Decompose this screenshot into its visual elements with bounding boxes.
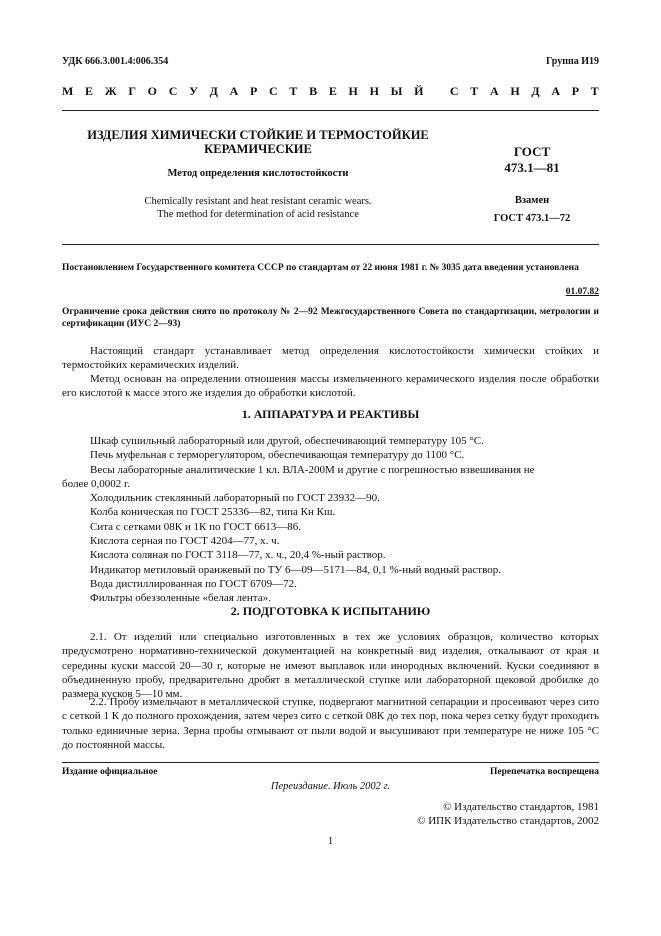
copyright-2: © ИПК Издательство стандартов, 2002 bbox=[417, 815, 599, 827]
banner-letter: М bbox=[62, 84, 74, 98]
banner-letter: Т bbox=[590, 84, 599, 98]
banner-letter: Т bbox=[289, 84, 298, 98]
intro-paragraph-2: Метод основан на определении отношения массы измельченного керамического изделия после обработки его кислотой к массе этого же изделия до обработки кислотой. bbox=[62, 373, 599, 400]
decree-date: 01.07.82 bbox=[565, 287, 599, 297]
list-item: Колба коническая по ГОСТ 25336—82, типа Кн Кш. bbox=[90, 506, 336, 519]
list-item: Кислота серная по ГОСТ 4204—77, х. ч. bbox=[90, 535, 280, 548]
banner-letter: Ы bbox=[390, 84, 403, 98]
decree-text: Постановлением Государственного комитета СССР по стандартам от 22 июня 1981 г. № 3035 дата введения установлена bbox=[62, 263, 579, 273]
list-item: Фильтры обеззоленные «белая лента». bbox=[90, 592, 271, 605]
clause-2-1: 2.1. От изделий или специально изготовленных в тех же условиях образцов, количество которых предусмотрено нормативно-технической документацией на конкретный вид изделия, откалывают от края и середины куски массой 20—30 г, которые не имеют выплавок или инородных включений. Куски соединяют в объединенную пробу, предварительно дробят в металлической ступке или лабораторной щековой дробилке до размера кусков 5—10 мм. bbox=[62, 631, 599, 701]
gost-number: 473.1—81 bbox=[504, 160, 560, 175]
list-item: Печь муфельная с терморегулятором, обеспечивающая температуру до 1100 °С. bbox=[90, 449, 465, 462]
banner-letter: Г bbox=[128, 84, 136, 98]
banner-letter: Д bbox=[531, 84, 540, 98]
list-item: Сита с сетками 08К и 1К по ГОСТ 6613—86. bbox=[90, 520, 301, 533]
gost-label: ГОСТ bbox=[513, 144, 551, 159]
banner-letter: У bbox=[189, 84, 198, 98]
list-item: Индикатор метиловый оранжевый по ТУ 6—09—5171—84, 0,1 %-ный водный раствор. bbox=[90, 563, 501, 576]
title-divider bbox=[62, 244, 599, 245]
footer-divider bbox=[62, 762, 599, 763]
limitation-note: Ограничение срока действия снято по протоколу № 2—92 Межгосударственного Совета по стандартизации, метрологии и сертификации (ИУС 2—93) bbox=[62, 307, 599, 329]
banner-letter: Й bbox=[414, 84, 424, 98]
section-1-heading: 1. АППАРАТУРА И РЕАКТИВЫ bbox=[241, 407, 420, 421]
banner-letter: Н bbox=[348, 84, 358, 98]
reissue-note: Переиздание. Июль 2002 г. bbox=[270, 781, 391, 792]
copyright-1: © Издательство стандартов, 1981 bbox=[443, 801, 599, 813]
banner-letter: Е bbox=[328, 84, 337, 98]
banner-letter: С bbox=[168, 84, 178, 98]
header-divider bbox=[62, 110, 599, 111]
group-code: Группа И19 bbox=[546, 56, 599, 67]
banner-letter: В bbox=[309, 84, 318, 98]
official-edition: Издание официальное bbox=[62, 767, 158, 777]
clause-2-2: 2.2. Пробу измельчают в металлической ступке, подвергают магнитной сепарации и просеивают через сито с сеткой 1 К до полного прохождения, затем через сито с сеткой 08К до тех пор, пока через сетку будут проходить только единичные зерна. Зерна пробы отмывают от пыли водой и высушивают при температуре не ниже 105 °С до постоянной массы. bbox=[62, 696, 599, 751]
banner-letter: Д bbox=[209, 84, 218, 98]
english-title-line-2: The method for determination of acid resistance bbox=[157, 209, 359, 220]
list-item: Весы лабораторные аналитические 1 кл. ВЛА-200М и другие с погрешностью взвешивания не bbox=[90, 463, 535, 476]
banner-letter: О bbox=[147, 84, 158, 98]
intro-paragraph-1: Настоящий стандарт устанавливает метод определения кислотостойкости химически стойких и термостойких керамических изделий. bbox=[62, 345, 599, 372]
banner-letter: А bbox=[551, 84, 561, 98]
list-item: более 0,0002 г. bbox=[62, 477, 130, 490]
apparatus-list bbox=[62, 434, 599, 606]
document-title: ИЗДЕЛИЯ ХИМИЧЕСКИ СТОЙКИЕ И ТЕРМОСТОЙКИЕ КЕРАМИЧЕСКИЕ bbox=[87, 128, 429, 156]
english-title-line-1: Chemically resistant and heat resistant ceramic wears. bbox=[144, 196, 372, 207]
banner-letter bbox=[435, 84, 438, 99]
banner-letter: Н bbox=[369, 84, 379, 98]
banner-letter: Р bbox=[571, 84, 580, 98]
list-item: Холодильник стеклянный лабораторный по ГОСТ 23932—90. bbox=[90, 492, 380, 505]
banner-letter: С bbox=[449, 84, 459, 98]
standard-banner bbox=[62, 84, 599, 99]
section-2-heading: 2. ПОДГОТОВКА К ИСПЫТАНИЮ bbox=[230, 604, 431, 618]
list-item: Вода дистиллированная по ГОСТ 6709—72. bbox=[90, 577, 297, 590]
page-number: 1 bbox=[327, 835, 334, 847]
title-block bbox=[62, 128, 454, 221]
gost-block bbox=[464, 144, 600, 226]
list-item: Кислота соляная по ГОСТ 3118—77, х. ч., 20,4 %-ный раствор. bbox=[90, 549, 386, 562]
banner-letter: С bbox=[269, 84, 278, 98]
banner-letter: Н bbox=[510, 84, 520, 98]
replaced-standard: ГОСТ 473.1—72 bbox=[493, 213, 571, 224]
reprint-banned: Перепечатка воспрещена bbox=[489, 767, 599, 777]
list-item: Шкаф сушильный лабораторный или другой, обеспечивающий температуру 105 °С. bbox=[90, 435, 484, 447]
banner-letter: А bbox=[489, 84, 499, 98]
document-subtitle: Метод определения кислотостойкости bbox=[167, 168, 349, 179]
banner-letter: Е bbox=[85, 84, 94, 98]
udk-code: УДК 666.3.001.4:006.354 bbox=[62, 56, 169, 67]
banner-letter: Ж bbox=[104, 84, 117, 98]
english-title bbox=[62, 195, 454, 221]
banner-letter: Т bbox=[470, 84, 479, 98]
banner-letter: А bbox=[229, 84, 239, 98]
replace-label: Взамен bbox=[514, 195, 550, 206]
banner-letter: Р bbox=[249, 84, 258, 98]
